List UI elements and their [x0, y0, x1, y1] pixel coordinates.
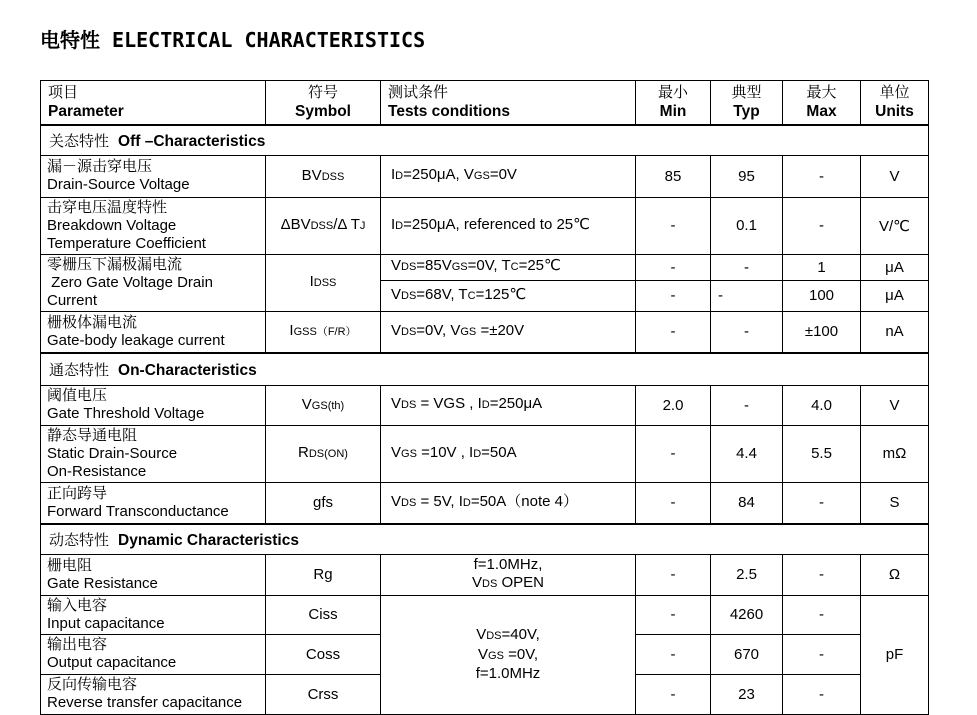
section-row-on — [41, 353, 929, 385]
header-parameter-en: Parameter — [48, 103, 124, 120]
section-on-en: On-Characteristics — [118, 361, 257, 379]
table-header-row — [41, 81, 929, 126]
param-cell: 阈值电压 Gate Threshold Voltage — [41, 385, 266, 425]
max-cell: - — [783, 674, 861, 714]
header-symbol-en: Symbol — [295, 103, 351, 120]
units-cell: μA — [861, 254, 929, 280]
max-cell: 100 — [783, 280, 861, 311]
param-cell: 正向跨导 Forward Transconductance — [41, 482, 266, 524]
units-cell: S — [861, 482, 929, 524]
symbol-cell: Ciss — [266, 595, 381, 634]
param-cell: 输入电容 Input capacitance — [41, 595, 266, 634]
symbol-cell: VGS(th) — [266, 385, 381, 425]
max-cell: - — [783, 634, 861, 674]
section-dynamic-zh: 动态特性 — [49, 531, 110, 549]
section-row-dynamic — [41, 524, 929, 554]
conditions-cell: f=1.0MHz, VDS OPEN — [381, 554, 636, 595]
min-cell: - — [636, 197, 711, 254]
row-vgs-th — [41, 385, 929, 425]
units-cell: pF — [861, 595, 929, 714]
section-dynamic-label — [41, 524, 929, 554]
symbol-cell: gfs — [266, 482, 381, 524]
conditions-cell: ID=250μA, VGS=0V — [381, 155, 636, 197]
typ-cell: 2.5 — [711, 554, 783, 595]
min-cell: 85 — [636, 155, 711, 197]
min-cell: - — [636, 254, 711, 280]
conditions-cell: VDS = 5V, ID=50A（note 4） — [381, 482, 636, 524]
param-cell: 漏－源击穿电压 Drain-Source Voltage — [41, 155, 266, 197]
units-cell: mΩ — [861, 425, 929, 482]
header-conditions-en: Tests conditions — [388, 103, 511, 120]
param-cell: 击穿电压温度特性 Breakdown Voltage Temperature Coefficient — [41, 197, 266, 254]
section-on-zh: 通态特性 — [49, 361, 110, 379]
conditions-cell: VDS=85VGS=0V, TC=25℃ — [381, 254, 636, 280]
header-max — [783, 81, 861, 126]
typ-cell: 0.1 — [711, 197, 783, 254]
typ-cell: 23 — [711, 674, 783, 714]
section-row-off — [41, 125, 929, 155]
row-bv-temp-coefficient — [41, 197, 929, 254]
max-cell: ±100 — [783, 311, 861, 353]
max-cell: 4.0 — [783, 385, 861, 425]
conditions-cell: VDS=40V, VGS =0V, f=1.0MHz — [381, 595, 636, 714]
typ-cell: 670 — [711, 634, 783, 674]
max-cell: 1 — [783, 254, 861, 280]
symbol-cell: ΔBVDSS/Δ TJ — [266, 197, 381, 254]
header-units-zh: 单位 — [879, 84, 910, 101]
min-cell: 2.0 — [636, 385, 711, 425]
max-cell: - — [783, 554, 861, 595]
section-off-label — [41, 125, 929, 155]
units-cell: Ω — [861, 554, 929, 595]
conditions-cell: VDS=0V, VGS =±20V — [381, 311, 636, 353]
header-parameter-zh: 项目 — [48, 84, 79, 101]
header-symbol-zh: 符号 — [307, 84, 338, 101]
header-conditions — [381, 81, 636, 126]
row-igss — [41, 311, 929, 353]
min-cell: - — [636, 425, 711, 482]
min-cell: - — [636, 595, 711, 634]
electrical-characteristics-table — [40, 80, 929, 715]
typ-cell: 4260 — [711, 595, 783, 634]
units-cell: V — [861, 155, 929, 197]
row-rg — [41, 554, 929, 595]
param-cell: 输出电容 Output capacitance — [41, 634, 266, 674]
header-typ — [711, 81, 783, 126]
symbol-cell: IDSS — [266, 254, 381, 311]
conditions-cell: VGS =10V , ID=50A — [381, 425, 636, 482]
max-cell: - — [783, 197, 861, 254]
param-cell: 栅电阻 Gate Resistance — [41, 554, 266, 595]
section-on-label — [41, 353, 929, 385]
header-min — [636, 81, 711, 126]
section-dynamic-en: Dynamic Characteristics — [118, 531, 299, 549]
min-cell: - — [636, 311, 711, 353]
symbol-cell: Coss — [266, 634, 381, 674]
header-conditions-zh: 测试条件 — [388, 84, 449, 101]
header-max-en: Max — [806, 103, 837, 120]
page-title: 电特性 ELECTRICAL CHARACTERISTICS — [40, 28, 426, 52]
min-cell: - — [636, 280, 711, 311]
symbol-cell: Crss — [266, 674, 381, 714]
header-typ-en: Typ — [733, 103, 760, 120]
typ-cell: - — [711, 385, 783, 425]
units-cell: V — [861, 385, 929, 425]
section-off-zh: 关态特性 — [49, 132, 110, 150]
min-cell: - — [636, 674, 711, 714]
max-cell: - — [783, 595, 861, 634]
max-cell: 5.5 — [783, 425, 861, 482]
header-typ-zh: 典型 — [731, 84, 762, 101]
header-min-zh: 最小 — [657, 84, 688, 101]
max-cell: - — [783, 155, 861, 197]
row-rds-on — [41, 425, 929, 482]
typ-cell: 84 — [711, 482, 783, 524]
row-idss-condition-1 — [41, 254, 929, 280]
row-bvdss — [41, 155, 929, 197]
typ-cell: 95 — [711, 155, 783, 197]
conditions-cell: ID=250μA, referenced to 25℃ — [381, 197, 636, 254]
units-cell: nA — [861, 311, 929, 353]
min-cell: - — [636, 634, 711, 674]
row-gfs — [41, 482, 929, 524]
param-cell: 栅极体漏电流 Gate-body leakage current — [41, 311, 266, 353]
min-cell: - — [636, 554, 711, 595]
header-units-en: Units — [875, 103, 914, 120]
min-cell: - — [636, 482, 711, 524]
header-parameter — [41, 81, 266, 126]
param-cell: 静态导通电阻 Static Drain-Source On-Resistance — [41, 425, 266, 482]
param-cell: 反向传输电容 Reverse transfer capacitance — [41, 674, 266, 714]
symbol-cell: BVDSS — [266, 155, 381, 197]
typ-cell: - — [711, 280, 783, 311]
header-units — [861, 81, 929, 126]
row-ciss — [41, 595, 929, 634]
header-symbol — [266, 81, 381, 126]
max-cell: - — [783, 482, 861, 524]
conditions-cell: VDS = VGS , ID=250μA — [381, 385, 636, 425]
symbol-cell: Rg — [266, 554, 381, 595]
conditions-cell: VDS=68V, TC=125℃ — [381, 280, 636, 311]
typ-cell: 4.4 — [711, 425, 783, 482]
header-min-en: Min — [659, 103, 687, 120]
units-cell: μA — [861, 280, 929, 311]
header-max-zh: 最大 — [806, 84, 837, 101]
typ-cell: - — [711, 254, 783, 280]
param-cell: 零栅压下漏极漏电流 Zero Gate Voltage Drain Current — [41, 254, 266, 311]
symbol-cell: RDS(ON) — [266, 425, 381, 482]
units-cell: V/℃ — [861, 197, 929, 254]
symbol-cell: IGSS（F/R） — [266, 311, 381, 353]
typ-cell: - — [711, 311, 783, 353]
section-off-en: Off –Characteristics — [118, 132, 266, 150]
